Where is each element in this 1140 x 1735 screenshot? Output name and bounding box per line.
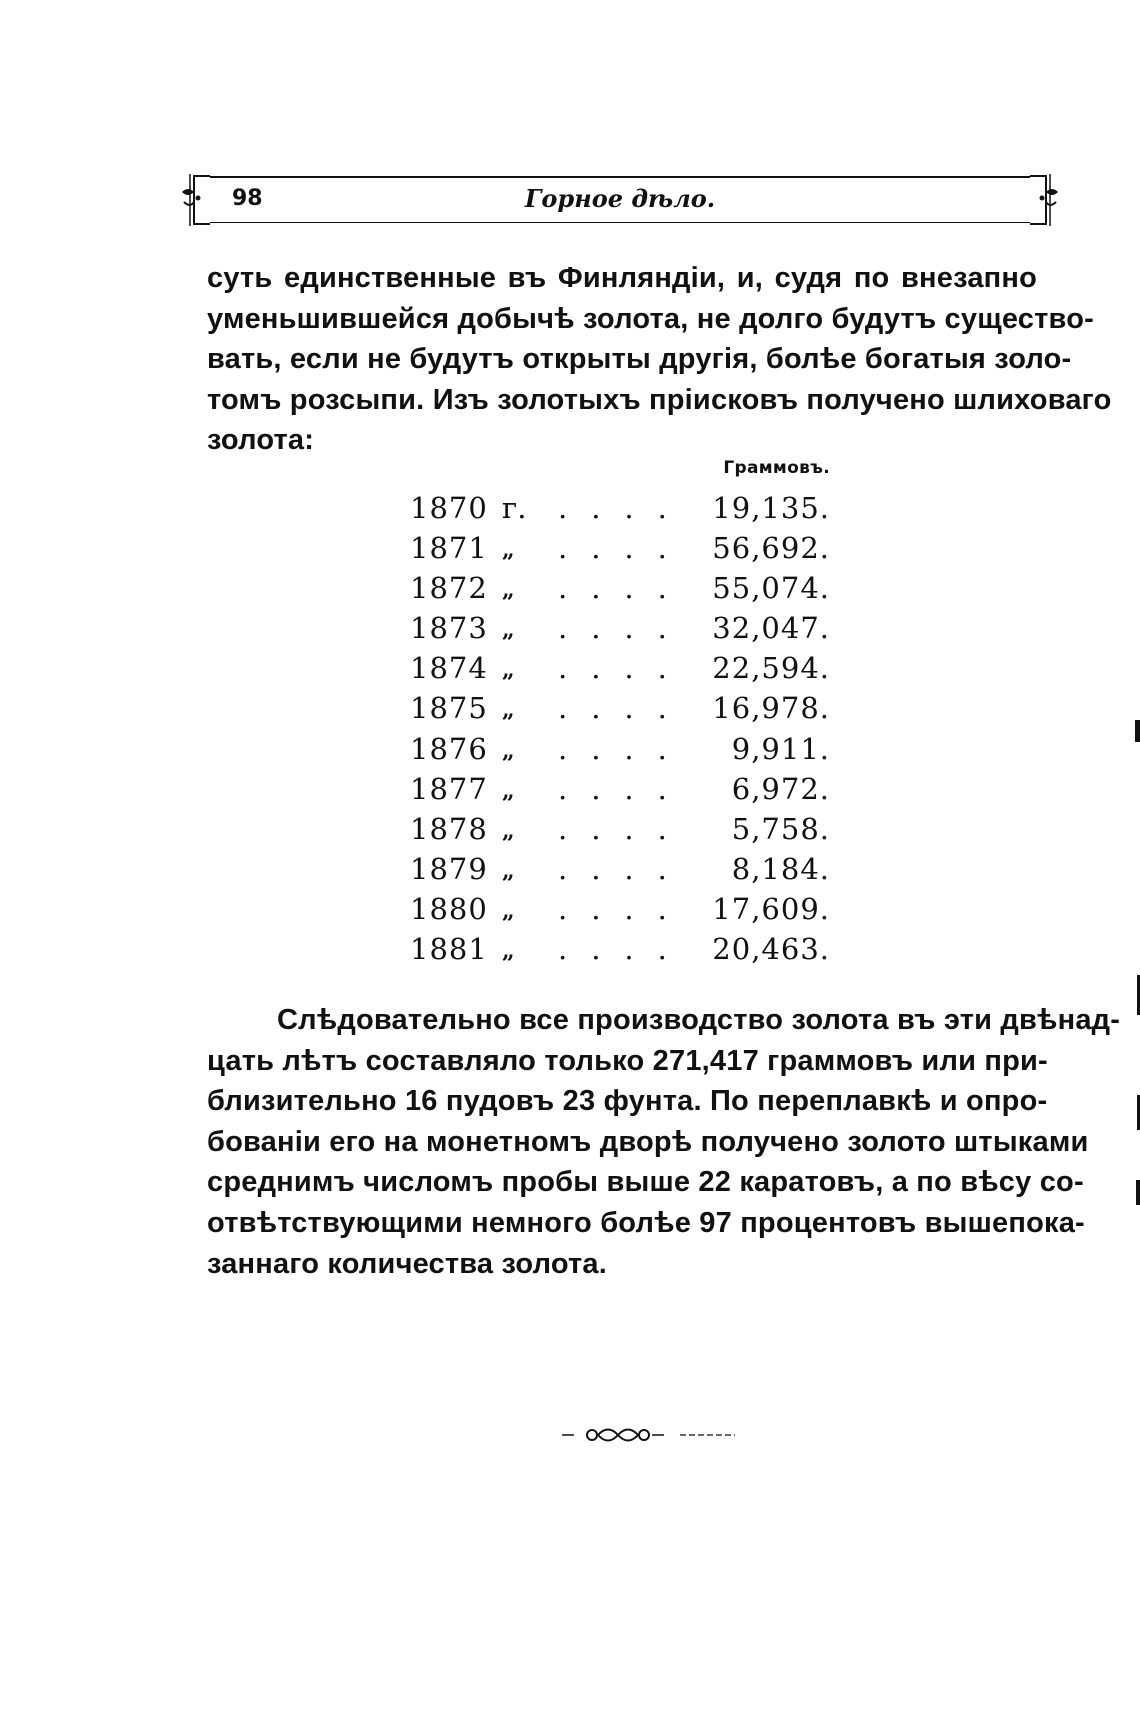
dot-leader: ....: [558, 851, 691, 886]
grams-cell: 55,074.: [712, 571, 830, 606]
running-header: [180, 172, 1060, 228]
grams-cell: 56,692.: [712, 531, 830, 566]
text-line: близительно 16 пудовъ 23 фунта. По переплавкѣ и опро-: [207, 1085, 1048, 1118]
grams-cell: 9,911.: [731, 731, 830, 766]
table-row: [410, 812, 830, 852]
year-cell: 1881: [410, 932, 488, 967]
scan-edge-mark: [1135, 720, 1140, 742]
ditto-mark: „: [502, 777, 515, 804]
grams-cell: 22,594.: [712, 651, 830, 686]
text-line: заннаго количества золота.: [207, 1247, 608, 1280]
header-bracket-right-ornament: [1026, 172, 1060, 228]
table-row: [410, 571, 830, 611]
text-line: золота:: [207, 424, 315, 457]
table-row: [410, 691, 830, 731]
table-row: [410, 531, 830, 571]
dot-leader: ....: [558, 491, 691, 525]
grams-cell: 16,978.: [712, 691, 830, 726]
year-cell: 1874: [410, 651, 488, 686]
ditto-mark: „: [502, 617, 515, 644]
dot-leader: ....: [558, 571, 691, 606]
table-row: [410, 852, 830, 892]
dot-leader: ....: [558, 691, 691, 726]
year-cell: 1873: [410, 611, 488, 646]
grams-cell: 17,609.: [712, 891, 830, 926]
ditto-mark: „: [502, 897, 515, 924]
ditto-mark: „: [502, 938, 515, 965]
table-row: [410, 892, 830, 932]
grams-cell: 6,972.: [731, 771, 830, 806]
year-cell: 1872: [410, 571, 488, 606]
ditto-mark: „: [502, 697, 515, 724]
table-row: [410, 772, 830, 812]
dot-leader: ....: [558, 611, 691, 646]
ditto-mark: „: [502, 737, 515, 764]
paragraph-intro: [207, 258, 1112, 461]
ditto-mark: „: [502, 577, 515, 604]
table-row: [410, 611, 830, 651]
text-line: среднимъ числомъ пробы выше 22 каратовъ, а по вѣсу со-: [207, 1166, 1084, 1199]
closing-ornament-icon: [560, 1420, 750, 1450]
year-cell: 1879: [410, 851, 488, 886]
grams-cell: 20,463.: [712, 932, 830, 967]
ditto-mark: „: [502, 657, 515, 684]
header-rule-top: [210, 176, 1030, 178]
ditto-mark: „: [502, 857, 515, 884]
text-line: уменьшившейся добычѣ золота, не долго будутъ существо-: [207, 302, 1094, 335]
table-row: [410, 932, 830, 972]
scan-edge-mark: [1136, 1180, 1140, 1205]
grams-cell: 32,047.: [712, 611, 830, 646]
dot-leader: ....: [558, 932, 691, 967]
dot-leader: ....: [558, 651, 691, 686]
text-line: бованіи его на монетномъ дворѣ получено золото штыками: [207, 1125, 1089, 1158]
year-cell: 1877: [410, 771, 488, 806]
ditto-mark: „: [502, 817, 515, 844]
dot-leader: ....: [558, 771, 691, 806]
table-row: [410, 732, 830, 772]
text-line: Слѣдовательно все производство золота въ эти двѣнад-: [277, 1004, 1121, 1036]
table-row: [410, 491, 830, 531]
table-row: [410, 651, 830, 691]
text-line: отвѣтствующими немного болѣе 97 процентовъ вышепока-: [207, 1206, 1085, 1239]
grams-cell: 5,758.: [731, 811, 830, 846]
dot-leader: ....: [558, 731, 691, 766]
year-cell: 1871: [410, 531, 488, 566]
grams-cell: 8,184.: [731, 851, 830, 886]
text-line: вать, если не будутъ открыты другія, болѣе богатыя золо-: [207, 343, 1072, 376]
table-unit-label: Граммовъ.: [723, 458, 830, 478]
text-line: томъ розсыпи. Изъ золотыхъ пріисковъ получено шлиховаго: [207, 383, 1112, 416]
page-number: 98: [232, 186, 263, 211]
grams-cell: 19,135.: [712, 491, 830, 525]
year-cell: 1880: [410, 891, 488, 926]
year-abbrev: г.: [502, 491, 527, 525]
dot-leader: ....: [558, 891, 691, 926]
paragraph-conclusion: [207, 1000, 1121, 1284]
text-line: суть единственные въ Финляндіи, и, судя по внезапно: [207, 262, 1037, 294]
year-cell: 1870: [410, 491, 488, 525]
ditto-mark: „: [502, 537, 515, 564]
running-title: Горное дѣло.: [524, 184, 716, 213]
header-rule-bottom: [210, 222, 1030, 223]
dot-leader: ....: [558, 811, 691, 846]
text-line: цать лѣтъ составляло только 271,417 граммовъ или при-: [207, 1044, 1048, 1077]
year-cell: 1878: [410, 811, 488, 846]
year-cell: 1876: [410, 731, 488, 766]
gold-yield-table: [410, 491, 830, 972]
dot-leader: ....: [558, 531, 691, 566]
year-cell: 1875: [410, 691, 488, 726]
